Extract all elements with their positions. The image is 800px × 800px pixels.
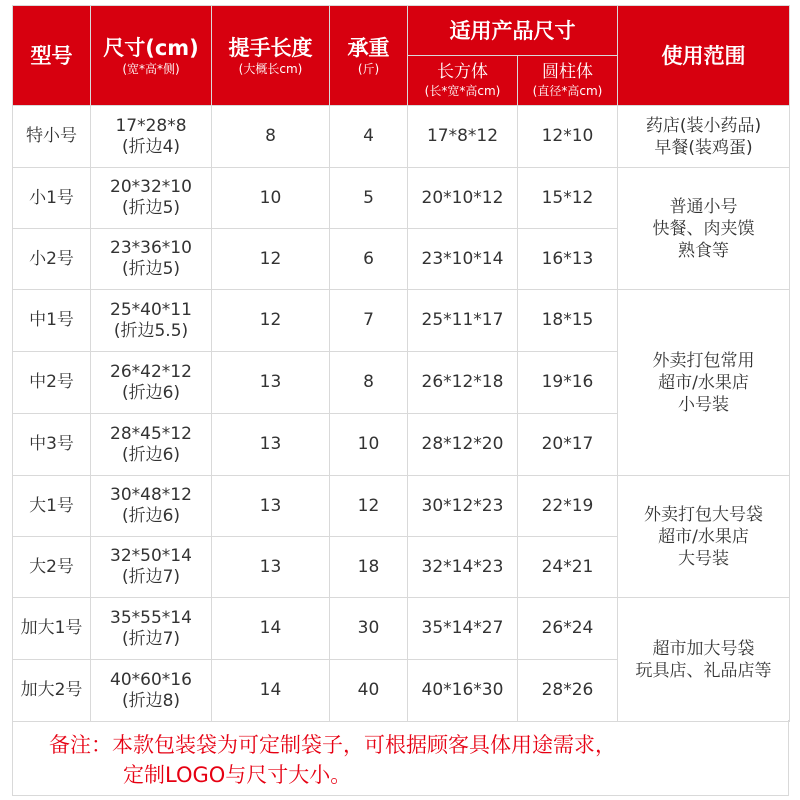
model-cell: 特小号 xyxy=(13,106,91,168)
size-cell xyxy=(91,168,212,229)
load-cell: 8 xyxy=(330,352,408,414)
header-handle-length: 提手长度 (大概长cm) xyxy=(212,6,330,106)
size-cell xyxy=(91,660,212,722)
load-cell: 10 xyxy=(330,414,408,476)
fit-rect-cell: 30*12*23 xyxy=(408,476,518,537)
model-cell: 中2号 xyxy=(13,352,91,414)
size-fold: (折边7) xyxy=(121,628,181,649)
size-dimensions: 28*45*12 xyxy=(110,423,192,444)
model-cell: 加大2号 xyxy=(13,660,91,722)
model-cell: 中1号 xyxy=(13,290,91,352)
fit-cylinder-cell: 15*12 xyxy=(518,168,618,229)
load-cell: 5 xyxy=(330,168,408,229)
table-row xyxy=(13,476,790,537)
load-cell: 12 xyxy=(330,476,408,537)
size-dimensions: 35*55*14 xyxy=(110,607,192,628)
size-dimensions: 17*28*8 xyxy=(115,115,187,136)
fit-cylinder-cell: 19*16 xyxy=(518,352,618,414)
model-cell: 大2号 xyxy=(13,537,91,598)
fit-rect-cell: 23*10*14 xyxy=(408,229,518,290)
size-fold: (折边6) xyxy=(121,444,181,465)
size-fold: (折边5.5) xyxy=(113,320,189,341)
size-fold: (折边5) xyxy=(121,259,181,279)
fit-rect-cell: 40*16*30 xyxy=(408,660,518,722)
usage-cell xyxy=(618,290,790,476)
handle-length-cell: 14 xyxy=(212,660,330,722)
remark-line-2: 定制LOGO与尺寸大小。 xyxy=(123,763,352,787)
size-dimensions: 20*32*10 xyxy=(110,177,192,197)
header-usage: 使用范围 xyxy=(618,6,790,106)
handle-length-cell: 13 xyxy=(212,352,330,414)
usage-line: 早餐(装鸡蛋) xyxy=(654,137,753,158)
usage-line: 超市/水果店 xyxy=(658,372,749,393)
table-row xyxy=(13,168,790,229)
size-cell xyxy=(91,537,212,598)
header-model: 型号 xyxy=(13,6,91,106)
size-dimensions: 23*36*10 xyxy=(110,238,192,258)
size-fold: (折边5) xyxy=(121,198,181,218)
size-dimensions: 32*50*14 xyxy=(110,546,192,566)
header-fit-rect: 长方体 (长*宽*高cm) xyxy=(408,56,518,106)
model-cell: 大1号 xyxy=(13,476,91,537)
fit-cylinder-cell: 28*26 xyxy=(518,660,618,722)
usage-cell xyxy=(618,168,790,290)
handle-length-cell: 10 xyxy=(212,168,330,229)
handle-length-cell: 12 xyxy=(212,290,330,352)
load-cell: 6 xyxy=(330,229,408,290)
model-cell: 中3号 xyxy=(13,414,91,476)
header-fit-size: 适用产品尺寸 xyxy=(408,6,618,56)
load-cell: 18 xyxy=(330,537,408,598)
table-header xyxy=(13,6,790,106)
size-fold: (折边4) xyxy=(121,136,181,157)
header-size: 尺寸(cm) (宽*高*侧) xyxy=(91,6,212,106)
table-body xyxy=(13,106,790,722)
fit-cylinder-cell: 20*17 xyxy=(518,414,618,476)
usage-line: 大号装 xyxy=(678,548,729,569)
size-fold: (折边8) xyxy=(121,690,181,711)
fit-rect-cell: 26*12*18 xyxy=(408,352,518,414)
table-row xyxy=(13,598,790,660)
size-cell xyxy=(91,229,212,290)
fit-cylinder-cell: 18*15 xyxy=(518,290,618,352)
model-cell: 小2号 xyxy=(13,229,91,290)
fit-rect-cell: 17*8*12 xyxy=(408,106,518,168)
handle-length-cell: 13 xyxy=(212,537,330,598)
load-cell: 4 xyxy=(330,106,408,168)
size-dimensions: 25*40*11 xyxy=(110,299,192,320)
size-fold: (折边6) xyxy=(121,382,181,403)
usage-line: 超市加大号袋 xyxy=(652,638,755,659)
usage-line: 小号装 xyxy=(678,394,729,415)
usage-line: 熟食等 xyxy=(678,240,729,261)
size-dimensions: 30*48*12 xyxy=(110,485,192,505)
usage-cell xyxy=(618,106,790,168)
size-cell xyxy=(91,476,212,537)
fit-cylinder-cell: 22*19 xyxy=(518,476,618,537)
table-row xyxy=(13,106,790,168)
load-cell: 7 xyxy=(330,290,408,352)
fit-cylinder-cell: 12*10 xyxy=(518,106,618,168)
usage-line: 药店(装小药品) xyxy=(645,115,762,136)
remark-line-1: 备注：本款包装袋为可定制袋子，可根据顾客具体用途需求， xyxy=(49,733,616,757)
usage-line: 外卖打包常用 xyxy=(652,350,755,371)
model-cell: 小1号 xyxy=(13,168,91,229)
handle-length-cell: 13 xyxy=(212,476,330,537)
size-cell xyxy=(91,106,212,168)
bag-spec-table xyxy=(12,5,790,722)
size-cell xyxy=(91,352,212,414)
size-cell xyxy=(91,290,212,352)
fit-rect-cell: 32*14*23 xyxy=(408,537,518,598)
usage-line: 玩具店、礼品店等 xyxy=(635,660,772,681)
size-fold: (折边7) xyxy=(121,567,181,587)
handle-length-cell: 14 xyxy=(212,598,330,660)
header-fit-cylinder: 圆柱体 (直径*高cm) xyxy=(518,56,618,106)
handle-length-cell: 12 xyxy=(212,229,330,290)
usage-line: 超市/水果店 xyxy=(658,526,749,547)
size-dimensions: 26*42*12 xyxy=(110,361,192,382)
usage-cell xyxy=(618,476,790,598)
load-cell: 40 xyxy=(330,660,408,722)
size-cell xyxy=(91,414,212,476)
fit-rect-cell: 20*10*12 xyxy=(408,168,518,229)
size-cell xyxy=(91,598,212,660)
fit-cylinder-cell: 16*13 xyxy=(518,229,618,290)
fit-rect-cell: 35*14*27 xyxy=(408,598,518,660)
usage-line: 快餐、肉夹馍 xyxy=(652,218,755,239)
table-row xyxy=(13,290,790,352)
handle-length-cell: 8 xyxy=(212,106,330,168)
fit-rect-cell: 28*12*20 xyxy=(408,414,518,476)
size-dimensions: 40*60*16 xyxy=(110,669,192,690)
remark-note xyxy=(12,720,789,796)
fit-rect-cell: 25*11*17 xyxy=(408,290,518,352)
usage-line: 普通小号 xyxy=(669,196,738,217)
load-cell: 30 xyxy=(330,598,408,660)
header-load: 承重 (斤) xyxy=(330,6,408,106)
usage-line: 外卖打包大号袋 xyxy=(644,504,763,525)
fit-cylinder-cell: 26*24 xyxy=(518,598,618,660)
usage-cell xyxy=(618,598,790,722)
size-fold: (折边6) xyxy=(121,506,181,526)
handle-length-cell: 13 xyxy=(212,414,330,476)
fit-cylinder-cell: 24*21 xyxy=(518,537,618,598)
model-cell: 加大1号 xyxy=(13,598,91,660)
